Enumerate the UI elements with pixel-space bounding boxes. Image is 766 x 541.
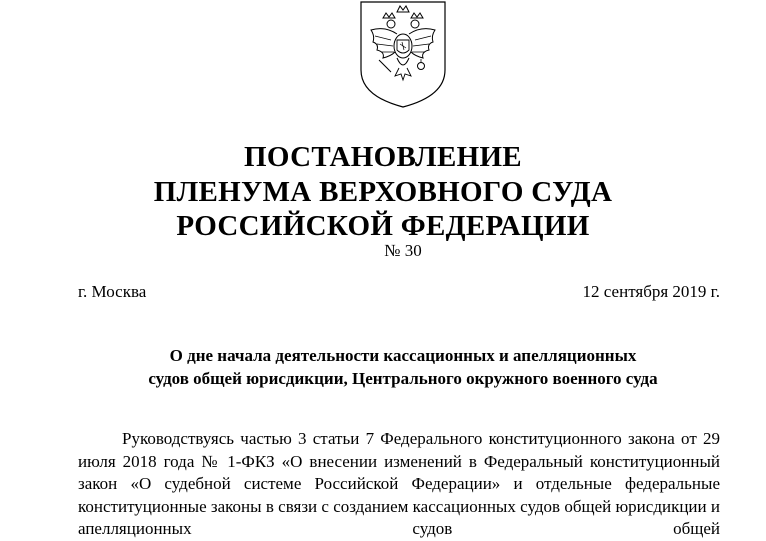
document-title-line-2: ПЛЕНУМА ВЕРХОВНОГО СУДА <box>153 176 613 208</box>
document-number: № 30 <box>384 241 422 260</box>
subject-line-1: О дне начала деятельности кассационных и апелляционных <box>169 346 637 365</box>
body-paragraph: Руководствуясь частью 3 статьи 7 Федерального конституционного закона от 29 июля 2018 года № 1-ФКЗ «О внесении изменений в Федеральный конституционный закон «О судебной системе Российской Федерации» и отдельные федеральные конституционные законы в связи с созданием кассационных судов общей юрисдикции и апелляционных судов общей <box>78 429 720 538</box>
document-title-line-3: РОССИЙСКОЙ ФЕДЕРАЦИИ <box>176 210 590 242</box>
subject-line-2: судов общей юрисдикции, Центрального окружного военного суда <box>148 369 658 388</box>
coat-of-arms-emblem <box>357 0 449 108</box>
document-city: г. Москва <box>78 282 147 301</box>
document-title-line-1: ПОСТАНОВЛЕНИЕ <box>244 141 522 173</box>
document-date: 12 сентября 2019 г. <box>582 282 720 301</box>
